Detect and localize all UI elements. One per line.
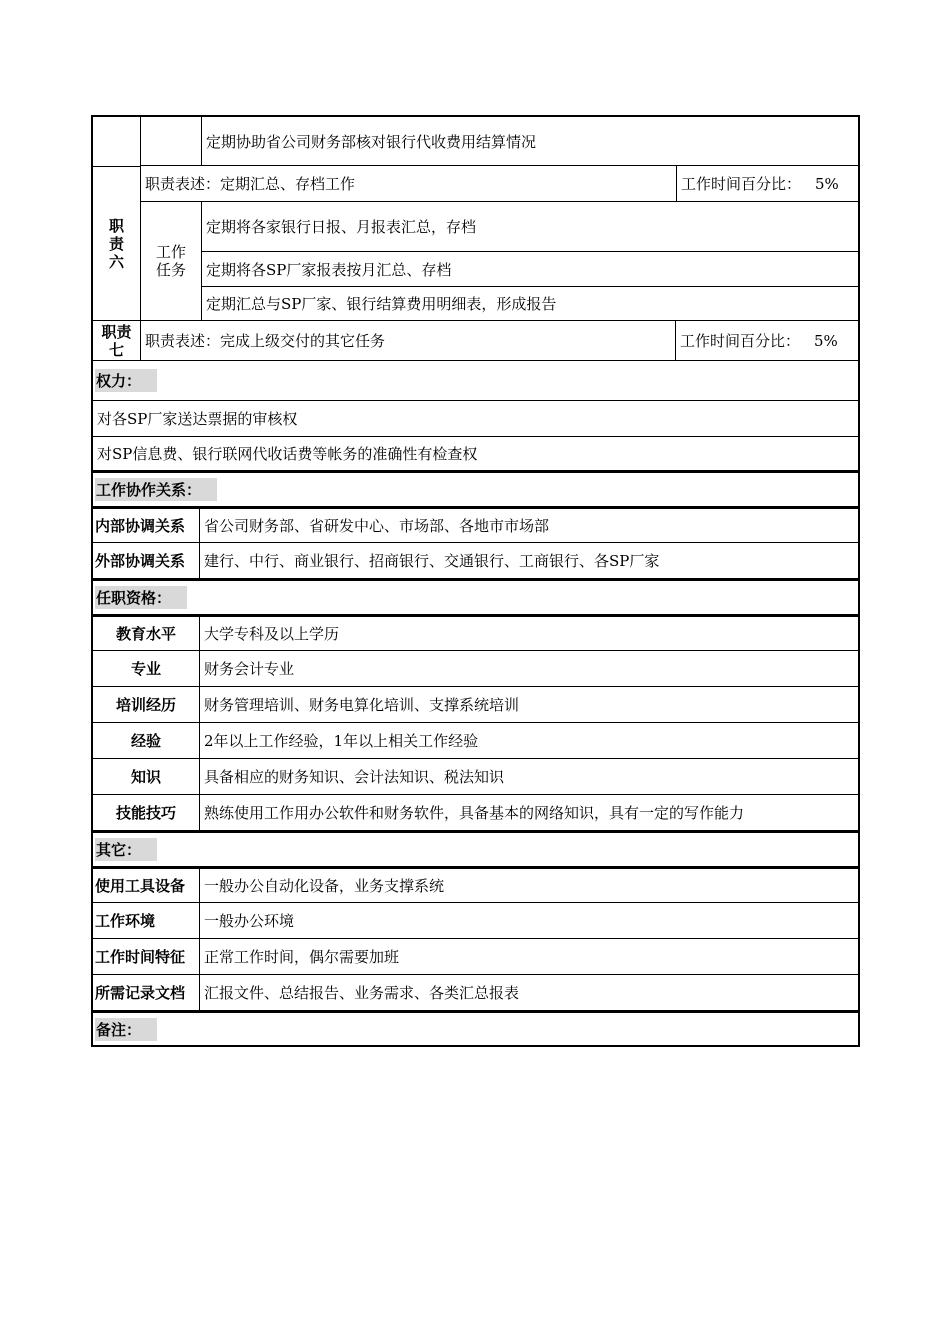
duty7-time xyxy=(675,321,858,360)
other-label: 工作时间特征 xyxy=(95,948,186,966)
duty6-time-value: 5% xyxy=(815,174,839,193)
duty6-label-line-3: 六 xyxy=(108,252,124,271)
duty6-time xyxy=(676,166,858,201)
qualification-label: 教育水平 xyxy=(115,625,176,643)
qualification-row xyxy=(91,651,860,687)
other-heading: 其它： xyxy=(95,838,157,861)
qualification-value: 具备相应的财务知识、会计法知识、税法知识 xyxy=(199,759,858,794)
qualification-value: 熟练使用工作用办公软件和财务软件，具备基本的网络知识，具有一定的写作能力 xyxy=(199,795,858,830)
qualification-label: 经验 xyxy=(130,732,161,750)
relations-heading-row xyxy=(91,471,860,507)
duty7-row xyxy=(91,321,860,361)
duty6-description: 职责表述：定期汇总、存档工作 xyxy=(145,175,356,193)
qualification-label: 知识 xyxy=(130,768,161,786)
other-value: 一般办公自动化设备，业务支撑系统 xyxy=(199,869,858,902)
relations-heading: 工作协作关系： xyxy=(95,478,217,501)
remarks-heading: 备注： xyxy=(95,1018,157,1041)
job-description-table xyxy=(91,115,860,1047)
qualification-value: 2年以上工作经验，1年以上相关工作经验 xyxy=(199,723,858,758)
duty6-task-item: 定期将各SP厂家报表按月汇总、存档 xyxy=(202,252,858,287)
duty6-label xyxy=(93,166,140,320)
duty7-label: 职责 七 xyxy=(101,322,132,359)
duty-block xyxy=(91,115,860,321)
duty6-task-label: 工作 任务 xyxy=(155,243,186,279)
duty-cont-row xyxy=(140,117,858,166)
duty6-time-label: 工作时间百分比： xyxy=(681,175,802,193)
duty7-time-value: 5% xyxy=(814,331,838,350)
other-label: 使用工具设备 xyxy=(95,877,186,895)
qualification-value: 财务管理培训、财务电算化培训、支撑系统培训 xyxy=(199,687,858,722)
relations-value: 省公司财务部、省研发中心、市场部、各地市市场部 xyxy=(199,509,858,542)
qualification-value: 大学专科及以上学历 xyxy=(199,617,858,650)
qualification-row xyxy=(91,687,860,723)
duty6-task-item: 定期汇总与SP厂家、银行结算费用明细表，形成报告 xyxy=(206,295,557,313)
duty7-time-label: 工作时间百分比： xyxy=(680,332,801,350)
duty6-label-line-2: 责 xyxy=(108,234,124,253)
qualification-row xyxy=(91,759,860,795)
qualification-row xyxy=(91,795,860,831)
other-row xyxy=(91,903,860,939)
relations-label: 外部协调关系 xyxy=(95,552,186,570)
other-row xyxy=(91,939,860,975)
duty6-tasks-area xyxy=(140,202,858,320)
other-row xyxy=(91,975,860,1011)
relations-row-external xyxy=(91,543,860,579)
other-value: 汇报文件、总结报告、业务需求、各类汇总报表 xyxy=(199,975,858,1010)
relations-label: 内部协调关系 xyxy=(95,517,186,535)
other-value: 正常工作时间，偶尔需要加班 xyxy=(199,939,858,974)
remarks-row xyxy=(91,1011,860,1047)
duty-cont-task: 定期协助省公司财务部核对银行代收费用结算情况 xyxy=(201,117,858,165)
other-heading-row xyxy=(91,831,860,867)
other-value: 一般办公环境 xyxy=(199,903,858,938)
qualification-label: 技能技巧 xyxy=(115,804,176,822)
qualifications-heading-row xyxy=(91,579,860,615)
duty6-description-row xyxy=(140,166,858,202)
authority-heading: 权力： xyxy=(95,369,157,392)
qualification-label: 培训经历 xyxy=(115,696,176,714)
qualification-label: 专业 xyxy=(130,660,161,678)
authority-heading-row xyxy=(91,361,860,401)
relations-row-internal xyxy=(91,507,860,543)
duty7-description: 职责表述：完成上级交付的其它任务 xyxy=(140,321,676,360)
duty6-label-line-1: 职 xyxy=(108,216,124,235)
qualification-row xyxy=(91,615,860,651)
other-row xyxy=(91,867,860,903)
other-label: 所需记录文档 xyxy=(95,984,186,1002)
qualifications-heading: 任职资格： xyxy=(95,586,187,609)
qualification-row xyxy=(91,723,860,759)
duty6-task-item: 定期将各家银行日报、月报表汇总，存档 xyxy=(202,202,858,252)
relations-value: 建行、中行、商业银行、招商银行、交通银行、工商银行、各SP厂家 xyxy=(199,543,858,578)
authority-item: 对SP信息费、银行联网代收话费等帐务的准确性有检查权 xyxy=(91,437,860,471)
qualification-value: 财务会计专业 xyxy=(199,651,858,686)
other-label: 工作环境 xyxy=(95,912,156,930)
authority-item: 对各SP厂家送达票据的审核权 xyxy=(91,401,860,437)
